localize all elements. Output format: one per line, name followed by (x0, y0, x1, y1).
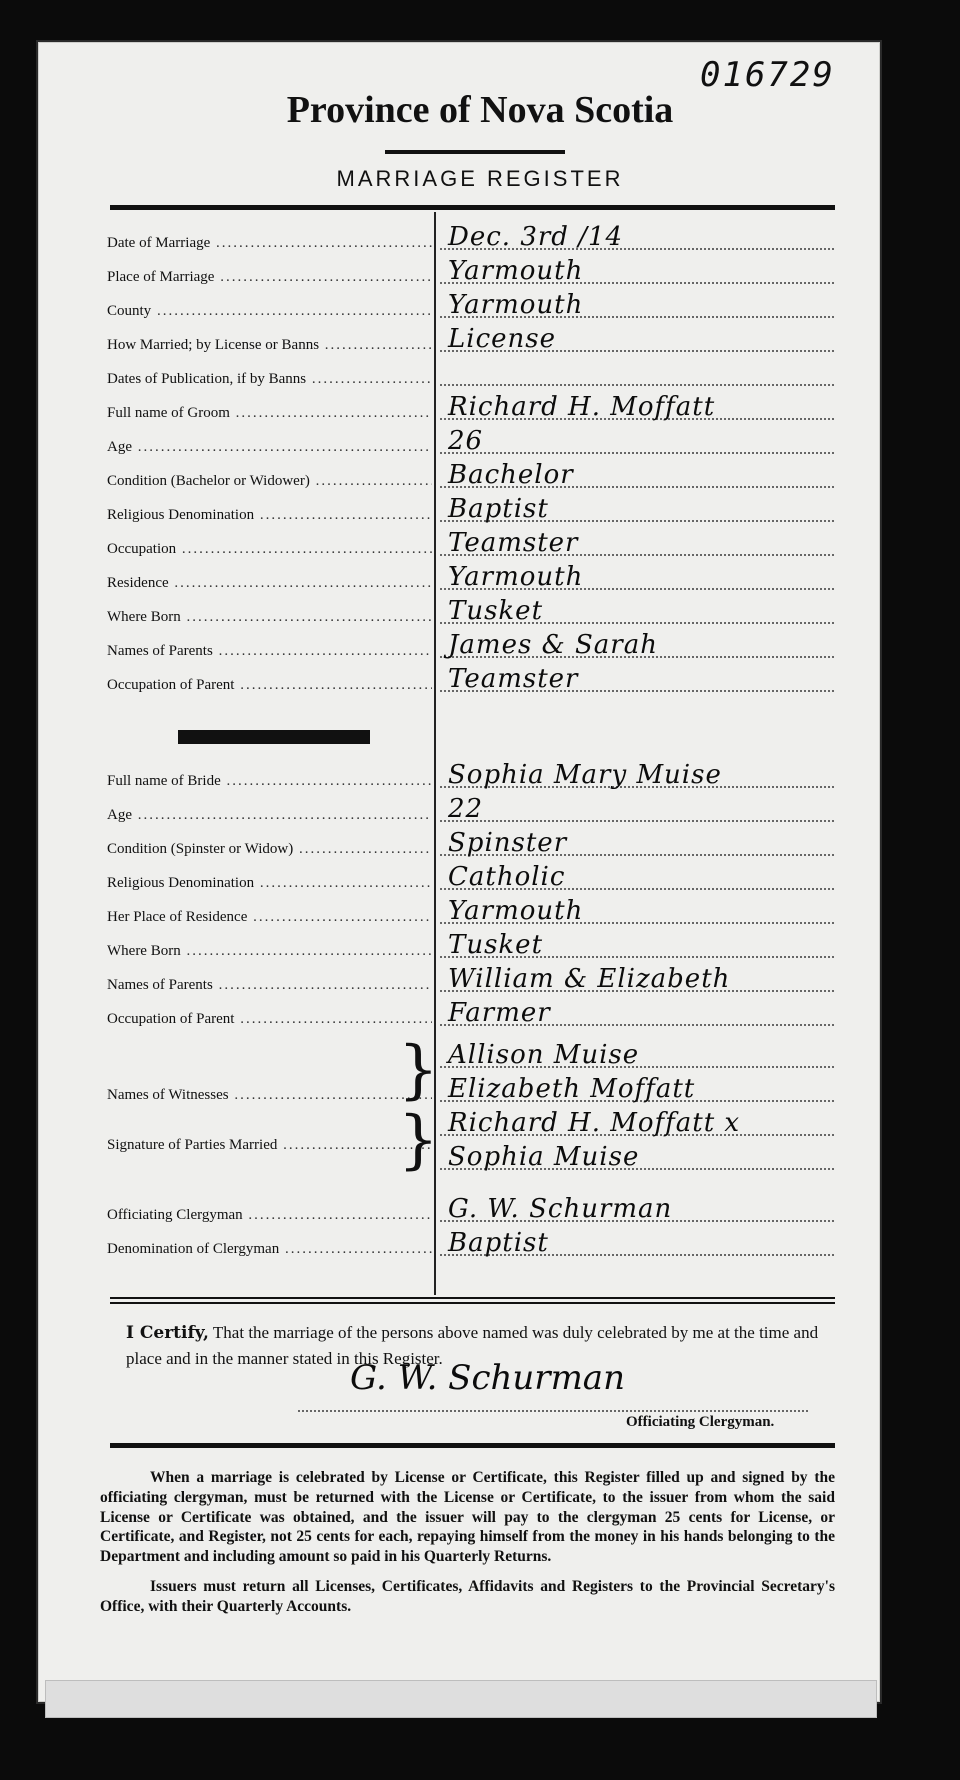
field-label: Religious Denomination ..... (107, 507, 432, 524)
field-groom-residence (0, 562, 960, 596)
field-label: Where Born ..... (107, 943, 432, 960)
field-value: Yarmouth (448, 290, 584, 320)
field-value: Bachelor (448, 460, 574, 490)
field-value: Yarmouth (448, 562, 584, 592)
header-rule (110, 205, 835, 210)
field-groom-name (0, 392, 960, 426)
signature-line (298, 1410, 808, 1412)
field-groom-birthplace (0, 596, 960, 630)
field-value: Catholic (448, 862, 566, 892)
field-value: Yarmouth (448, 896, 584, 926)
field-label: Residence ..... (107, 575, 432, 592)
certify-lead: I Certify, (126, 1323, 209, 1343)
field-value: Richard H. Moffatt (448, 392, 716, 422)
section-rule (110, 1297, 835, 1299)
signature-bride: Sophia Muise (448, 1142, 640, 1172)
field-clergy-denomination (0, 1228, 960, 1262)
field-label: Officiating Clergyman ..... (107, 1207, 432, 1224)
clergy-signature: G. W. Schurman (350, 1358, 625, 1398)
field-groom-religion (0, 494, 960, 528)
field-date-of-marriage (0, 222, 960, 256)
field-value: 26 (448, 426, 484, 456)
field-value: James & Sarah (448, 630, 658, 660)
paper-edge (45, 1680, 877, 1718)
notice-paragraph: Issuers must return all Licenses, Certificates, Affidavits and Registers to the Provincial Secretary's Office, with their Quarterly Accounts. (100, 1578, 835, 1615)
witness-name: Allison Muise (448, 1040, 640, 1070)
field-value: Dec. 3rd /14 (448, 222, 624, 252)
section-rule (110, 1302, 835, 1304)
field-how-married (0, 324, 960, 358)
brace-icon: } (398, 1103, 439, 1177)
certify-body: That the marriage of the persons above named was duly celebrated by me at the time and place and in the manner stated in this Register. (126, 1323, 819, 1369)
field-officiating-clergyman (0, 1194, 960, 1228)
field-label: Age ..... (107, 807, 432, 824)
field-groom-condition (0, 460, 960, 494)
field-value: Farmer (448, 998, 551, 1028)
field-groom-occupation (0, 528, 960, 562)
field-line (440, 820, 834, 822)
field-label: Condition (Spinster or Widow) ..... (107, 841, 432, 858)
field-line (440, 452, 834, 454)
field-label: County ..... (107, 303, 432, 320)
field-label: Names of Witnesses ..... (107, 1087, 432, 1104)
field-value: Teamster (448, 528, 579, 558)
field-witness-1 (0, 1040, 960, 1074)
field-bride-birthplace (0, 930, 960, 964)
field-bride-name (0, 760, 960, 794)
section-divider-bar (178, 730, 370, 744)
signature-caption: Officiating Clergyman. (626, 1414, 775, 1430)
field-value: Tusket (448, 596, 544, 626)
field-dates-of-publication (0, 358, 960, 392)
field-groom-age (0, 426, 960, 460)
field-label: How Married; by License or Banns ..... (107, 337, 432, 354)
notice-paragraph: When a marriage is celebrated by License or Certificate, this Register filled up and signed by the officiating clergyman, must be returned with the License or Certificate, to the issuer from whom the said License or Certificate was obtained, and the issuer will pay to the clergyman 25 cents for License, or Certificate, and Register, not 25 cents for each, repaying himself from the money in his hands belonging to the Department and including amount so paid in his Quarterly Returns. (100, 1469, 835, 1566)
field-value: Sophia Mary Muise (448, 760, 722, 790)
field-bride-residence (0, 896, 960, 930)
serial-number: 016729 (700, 55, 835, 95)
field-bride-age (0, 794, 960, 828)
field-label: Condition (Bachelor or Widower) ..... (107, 473, 432, 490)
field-label: Date of Marriage ..... (107, 235, 432, 252)
field-label: Occupation of Parent ..... (107, 1011, 432, 1028)
field-label: Occupation of Parent ..... (107, 677, 432, 694)
field-bride-parent-occupation (0, 998, 960, 1032)
field-label: Signature of Parties Married ..... (107, 1137, 432, 1154)
signature-groom: Richard H. Moffatt x (448, 1108, 741, 1138)
field-county (0, 290, 960, 324)
field-label: Occupation ..... (107, 541, 432, 558)
field-bride-religion (0, 862, 960, 896)
field-label: Names of Parents ..... (107, 977, 432, 994)
field-label: Names of Parents ..... (107, 643, 432, 660)
field-witness-2 (0, 1074, 960, 1108)
field-label: Place of Marriage ..... (107, 269, 432, 286)
field-label: Religious Denomination ..... (107, 875, 432, 892)
field-value: Spinster (448, 828, 568, 858)
field-label: Denomination of Clergyman ..... (107, 1241, 432, 1258)
field-place-of-marriage (0, 256, 960, 290)
document-title: Province of Nova Scotia (286, 89, 674, 131)
field-label: Where Born ..... (107, 609, 432, 626)
field-line (440, 384, 834, 386)
field-value: License (448, 324, 557, 354)
field-bride-parents (0, 964, 960, 998)
field-value: William & Elizabeth (448, 964, 731, 994)
notice-block (100, 1468, 835, 1627)
field-value: 22 (448, 794, 484, 824)
field-groom-parent-occupation (0, 664, 960, 698)
field-label: Her Place of Residence ..... (107, 909, 432, 926)
field-groom-parents (0, 630, 960, 664)
field-label: Full name of Bride ..... (107, 773, 432, 790)
field-label: Age ..... (107, 439, 432, 456)
field-signature-2 (0, 1137, 960, 1176)
notice-rule (110, 1443, 835, 1448)
witness-name: Elizabeth Moffatt (448, 1074, 696, 1104)
field-bride-condition (0, 828, 960, 862)
field-value: Teamster (448, 664, 579, 694)
brace-icon: } (398, 1033, 439, 1107)
document-subtitle: MARRIAGE REGISTER (336, 166, 624, 191)
field-value: Baptist (448, 1228, 549, 1258)
field-label: Full name of Groom ..... (107, 405, 432, 422)
field-label: Dates of Publication, if by Banns ..... (107, 371, 432, 388)
field-value: Yarmouth (448, 256, 584, 286)
field-value: G. W. Schurman (448, 1194, 673, 1224)
title-rule (385, 150, 565, 154)
field-value: Tusket (448, 930, 544, 960)
field-value: Baptist (448, 494, 549, 524)
